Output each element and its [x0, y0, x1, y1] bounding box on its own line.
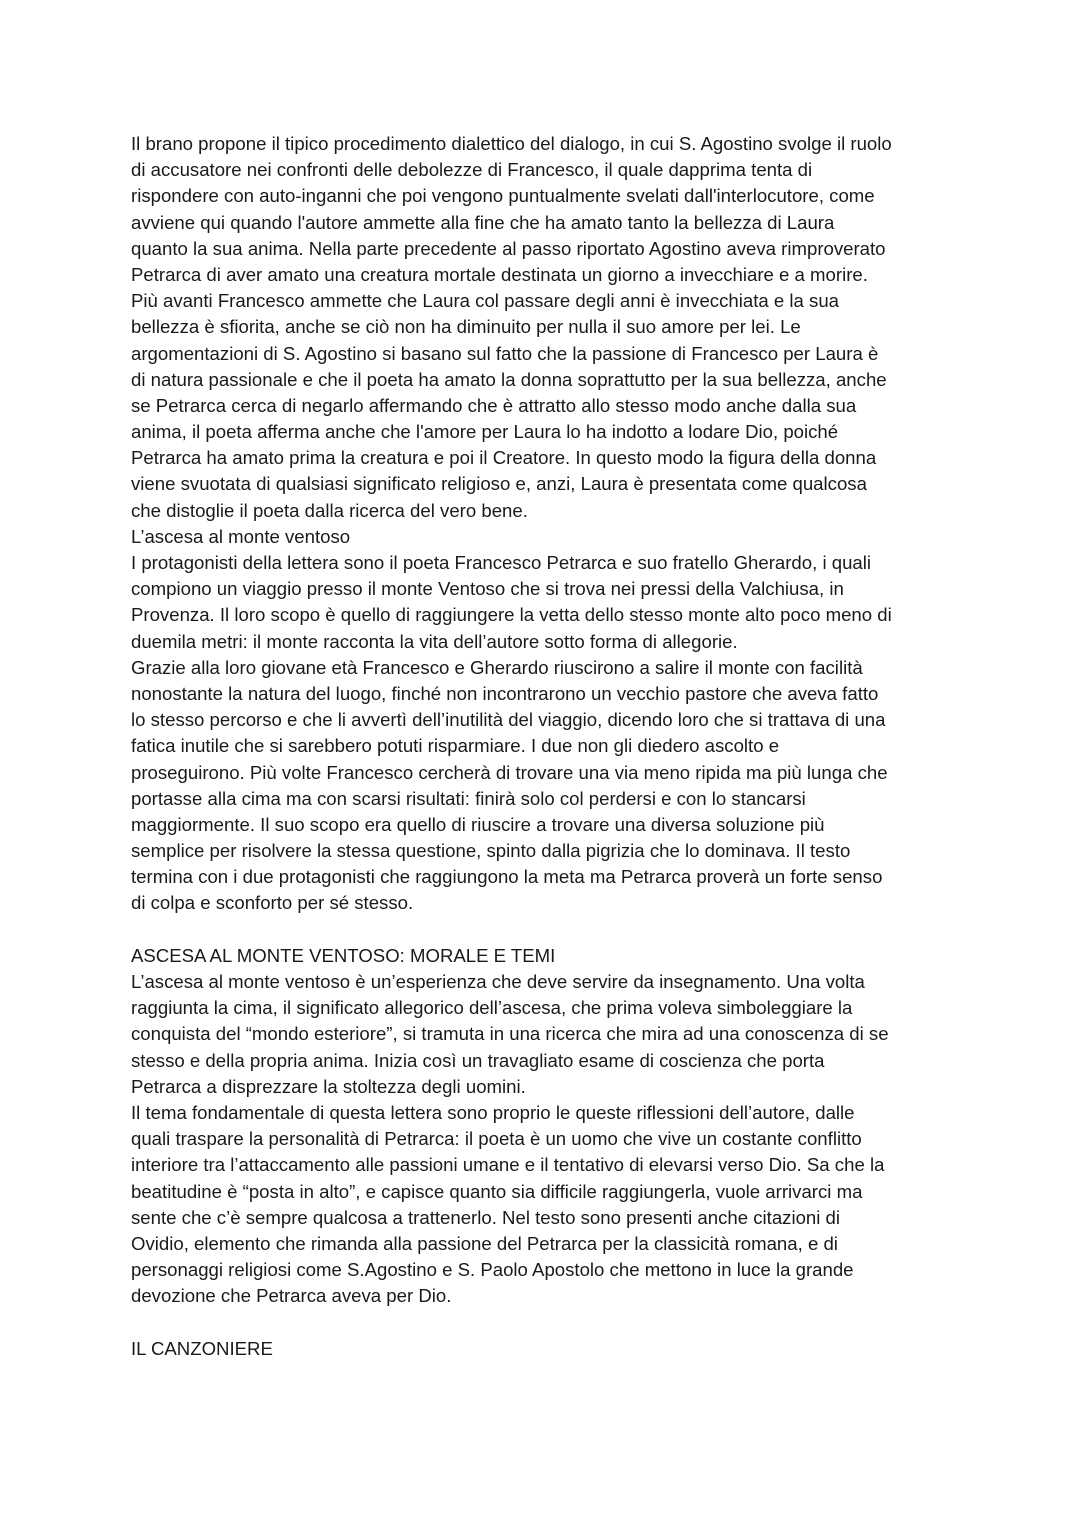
text-line: di colpa e sconforto per sé stesso. — [131, 892, 414, 914]
text-line: quanto la sua anima. Nella parte precedente al passo riportato Agostino aveva rimproverato — [131, 237, 886, 259]
section-heading-morale-temi: ASCESA AL MONTE VENTOSO: MORALE E TEMI — [131, 944, 556, 966]
text-line: che distoglie il poeta dalla ricerca del vero bene. — [131, 499, 528, 521]
blank-line — [131, 917, 961, 943]
text-line: rispondere con auto-inganni che poi vengono puntualmente svelati dall'interlocutore, come — [131, 185, 875, 207]
text-line: conquista del “mondo esteriore”, si tramuta in una ricerca che mira ad una conoscenza di se — [131, 1023, 889, 1045]
text-line: Ovidio, elemento che rimanda alla passione del Petrarca per la classicità romana, e di — [131, 1232, 838, 1254]
text-line: devozione che Petrarca aveva per Dio. — [131, 1285, 452, 1307]
text-line: Petrarca di aver amato una creatura mortale destinata un giorno a invecchiare e a morire. — [131, 263, 868, 285]
text-line: se Petrarca cerca di negarlo affermando che è attratto allo stesso modo anche dalla sua — [131, 394, 857, 416]
text-line: compiono un viaggio presso il monte Ventoso che si trova nei pressi della Valchiusa, in — [131, 578, 844, 600]
text-line: Il tema fondamentale di questa lettera sono proprio le queste riflessioni dell’autore, dalle — [131, 1101, 855, 1123]
text-line: semplice per risolvere la stessa questione, spinto dalla pigrizia che lo dominava. Il testo — [131, 840, 851, 862]
paragraph-ascesa — [131, 550, 961, 917]
text-line: lo stesso percorso e che li avvertì dell’inutilità del viaggio, dicendo loro che si trattava di una — [131, 709, 886, 731]
text-line: di accusatore nei confronti delle debolezze di Francesco, il quale dapprima tenta di — [131, 159, 813, 181]
text-line: di natura passionale e che il poeta ha amato la donna soprattutto per la sua bellezza, anche — [131, 368, 887, 390]
text-line: argomentazioni di S. Agostino si basano sul fatto che la passione di Francesco per Laura è — [131, 342, 879, 364]
text-line: Il brano propone il tipico procedimento dialettico del dialogo, in cui S. Agostino svolge il ruolo — [131, 133, 892, 154]
text-line: beatitudine è “posta in alto”, e capisce quanto sia difficile raggiungerla, vuole arrivarci ma — [131, 1180, 863, 1202]
text-line: fatica inutile che si sarebbero potuti risparmiare. I due non gli diedero ascolto e — [131, 735, 780, 757]
text-line: I protagonisti della lettera sono il poeta Francesco Petrarca e suo fratello Gherardo, i quali — [131, 552, 872, 573]
text-line: nonostante la natura del luogo, finché non incontrarono un vecchio pastore che aveva fatto — [131, 682, 879, 704]
text-line: termina con i due protagonisti che raggiungono la meta ma Petrarca proverà un forte senso — [131, 866, 883, 888]
text-line: sente che c’è sempre qualcosa a trattenerlo. Nel testo sono presenti anche citazioni di — [131, 1206, 841, 1228]
text-line: maggiormente. Il suo scopo era quello di riuscire a trovare una diversa soluzione più — [131, 813, 825, 835]
text-line: personaggi religiosi come S.Agostino e S. Paolo Apostolo che mettono in luce la grande — [131, 1259, 854, 1281]
text-line: Petrarca ha amato prima la creatura e poi il Creatore. In questo modo la figura della donna — [131, 447, 877, 469]
text-line: duemila metri: il monte racconta la vita dell’autore sotto forma di allegorie. — [131, 630, 738, 652]
text-line: Più avanti Francesco ammette che Laura col passare degli anni è invecchiata e la sua — [131, 290, 839, 312]
text-line: Provenza. Il loro scopo è quello di raggiungere la vetta dello stesso monte alto poco meno di — [131, 604, 892, 626]
text-line: anima, il poeta afferma anche che l'amore per Laura lo ha indotto a lodare Dio, poiché — [131, 421, 839, 443]
paragraph-morale-temi — [131, 969, 961, 1309]
text-line: raggiunta la cima, il significato allegorico dell’ascesa, che prima voleva simboleggiare la — [131, 997, 853, 1019]
text-line: avviene qui quando l'autore ammette alla fine che ha amato tanto la bellezza di Laura — [131, 211, 835, 233]
text-line: Petrarca a disprezzare la stoltezza degli uomini. — [131, 1075, 526, 1097]
paragraph-dialogo — [131, 131, 961, 524]
text-line: proseguirono. Più volte Francesco cercherà di trovare una via meno ripida ma più lunga che — [131, 761, 888, 783]
text-line: stesso e della propria anima. Inizia così un travagliato esame di coscienza che porta — [131, 1049, 825, 1071]
text-line: bellezza è sfiorita, anche se ciò non ha diminuito per nulla il suo amore per lei. Le — [131, 316, 801, 338]
text-line: portasse alla cima ma con scarsi risultati: finirà solo col perdersi e con lo stancarsi — [131, 787, 806, 809]
text-line: Grazie alla loro giovane età Francesco e Gherardo riuscirono a salire il monte con facilità — [131, 656, 863, 678]
text-line: L’ascesa al monte ventoso è un’esperienza che deve servire da insegnamento. Una volta — [131, 971, 865, 992]
document-body — [131, 131, 961, 1362]
blank-line — [131, 1309, 961, 1335]
text-line: viene svuotata di qualsiasi significato religioso e, anzi, Laura è presentata come qualcosa — [131, 473, 867, 495]
section-heading-ascesa: L’ascesa al monte ventoso — [131, 525, 351, 547]
section-heading-canzoniere: IL CANZONIERE — [131, 1337, 273, 1359]
text-line: interiore tra l’attaccamento alle passioni umane e il tentativo di elevarsi verso Dio. Sa che la — [131, 1154, 885, 1176]
text-line: quali traspare la personalità di Petrarca: il poeta è un uomo che vive un costante conflitto — [131, 1128, 862, 1150]
